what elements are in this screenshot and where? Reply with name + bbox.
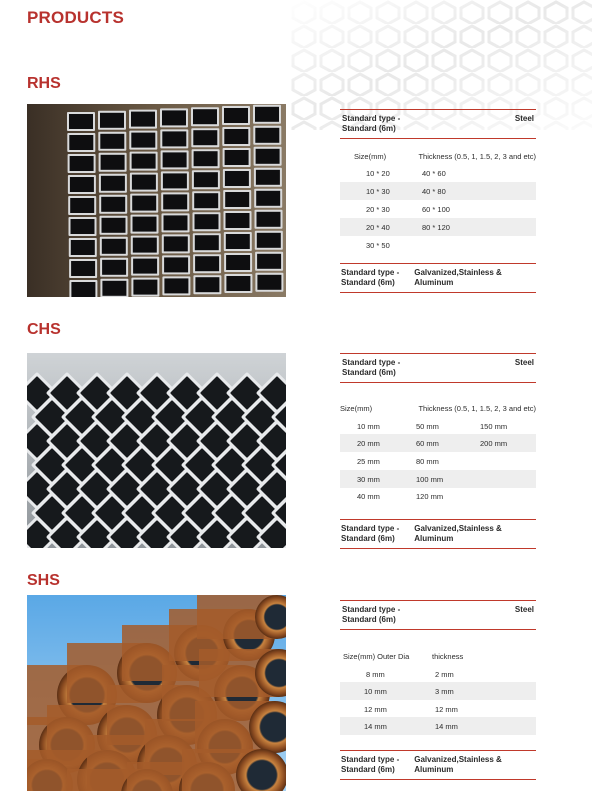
chs-size-cell: 120 mm [416, 491, 444, 501]
rhs-thickness-cell: 80 * 120 [422, 222, 450, 232]
table-row [340, 417, 536, 435]
chs-finish-row [340, 519, 536, 549]
chs-size-cell: 20 mm [357, 438, 380, 448]
rhs-finish-row [340, 263, 536, 293]
chs-size-header: Size(mm) [340, 403, 373, 413]
section-title-rhs: RHS [27, 75, 61, 92]
shs-thickness-cell: 2 mm [435, 669, 454, 679]
table-row [340, 218, 536, 236]
chs-size-cell: 40 mm [357, 491, 380, 501]
rhs-thickness-header: Thickness (0.5, 1, 1.5, 2, 3 and etc) [418, 151, 536, 161]
chs-size-cell: 150 mm [480, 421, 508, 431]
chs-thickness-header: Thickness (0.5, 1, 1.5, 2, 3 and etc) [418, 403, 536, 413]
rhs-standard-value: Steel [514, 114, 534, 123]
chs-finish-label: Standard type - Standard (6m) [341, 524, 400, 543]
chs-finish-value: Galvanized,Stainless & Aluminum [414, 524, 502, 543]
section-title-chs: CHS [27, 321, 61, 338]
rhs-table-header [340, 149, 536, 163]
shs-thickness-cell: 12 mm [435, 704, 458, 714]
rhs-thickness-cell: 40 * 60 [422, 168, 446, 178]
rhs-thickness-cell: 40 * 80 [422, 186, 446, 196]
shs-finish-value: Galvanized,Stainless & Aluminum [414, 755, 502, 774]
chs-standard-label: Standard type - Standard (6m) [342, 358, 401, 377]
table-row [340, 164, 536, 182]
shs-standard-value: Steel [514, 605, 534, 614]
shs-thickness-cell: 3 mm [435, 686, 454, 696]
chs-size-cell: 200 mm [480, 438, 508, 448]
chs-size-cell: 80 mm [416, 456, 439, 466]
rhs-size-cell: 10 * 20 [366, 168, 390, 178]
page-title: PRODUCTS [27, 8, 124, 27]
chs-table-header [340, 401, 536, 415]
table-row [340, 665, 536, 683]
shs-size-cell: 12 mm [364, 704, 387, 714]
chs-size-cell: 30 mm [357, 474, 380, 484]
table-row [340, 452, 536, 470]
chs-size-cell: 10 mm [357, 421, 380, 431]
chs-size-cell: 25 mm [357, 456, 380, 466]
shs-product-photo [27, 595, 286, 791]
table-row [340, 434, 536, 452]
shs-size-cell: 14 mm [364, 721, 387, 731]
table-row [340, 717, 536, 735]
rhs-size-header: Size(mm) [354, 151, 387, 161]
table-row [340, 200, 536, 218]
rhs-finish-label: Standard type - Standard (6m) [341, 268, 400, 287]
table-row [340, 236, 536, 254]
rhs-standard-label: Standard type - Standard (6m) [342, 114, 401, 133]
rhs-size-cell: 20 * 40 [366, 222, 390, 232]
table-row [340, 487, 536, 505]
rhs-thickness-cell: 60 * 100 [422, 204, 450, 214]
shs-size-cell: 10 mm [364, 686, 387, 696]
rhs-finish-value: Galvanized,Stainless & Aluminum [414, 268, 502, 287]
rhs-size-cell: 10 * 30 [366, 186, 390, 196]
table-row [340, 700, 536, 718]
shs-finish-row [340, 750, 536, 780]
shs-size-header: Size(mm) Outer Dia [343, 651, 410, 661]
shs-finish-label: Standard type - Standard (6m) [341, 755, 400, 774]
rhs-size-cell: 20 * 30 [366, 204, 390, 214]
chs-size-cell: 100 mm [416, 474, 444, 484]
chs-standard-value: Steel [514, 358, 534, 367]
shs-thickness-cell: 14 mm [435, 721, 458, 731]
shs-size-cell: 8 mm [366, 669, 385, 679]
chs-size-cell: 50 mm [416, 421, 439, 431]
rhs-product-photo [27, 104, 286, 297]
section-title-shs: SHS [27, 572, 60, 589]
shs-standard-row [340, 600, 536, 630]
table-row [340, 682, 536, 700]
rhs-standard-row [340, 109, 536, 139]
shs-standard-label: Standard type - Standard (6m) [342, 605, 401, 624]
table-row [340, 470, 536, 488]
chs-product-photo [27, 353, 286, 548]
rhs-size-cell: 30 * 50 [366, 240, 390, 250]
shs-thickness-header: thickness [432, 651, 464, 661]
table-row [340, 182, 536, 200]
chs-size-cell: 60 mm [416, 438, 439, 448]
chs-standard-row [340, 353, 536, 383]
shs-table-header [340, 649, 536, 663]
